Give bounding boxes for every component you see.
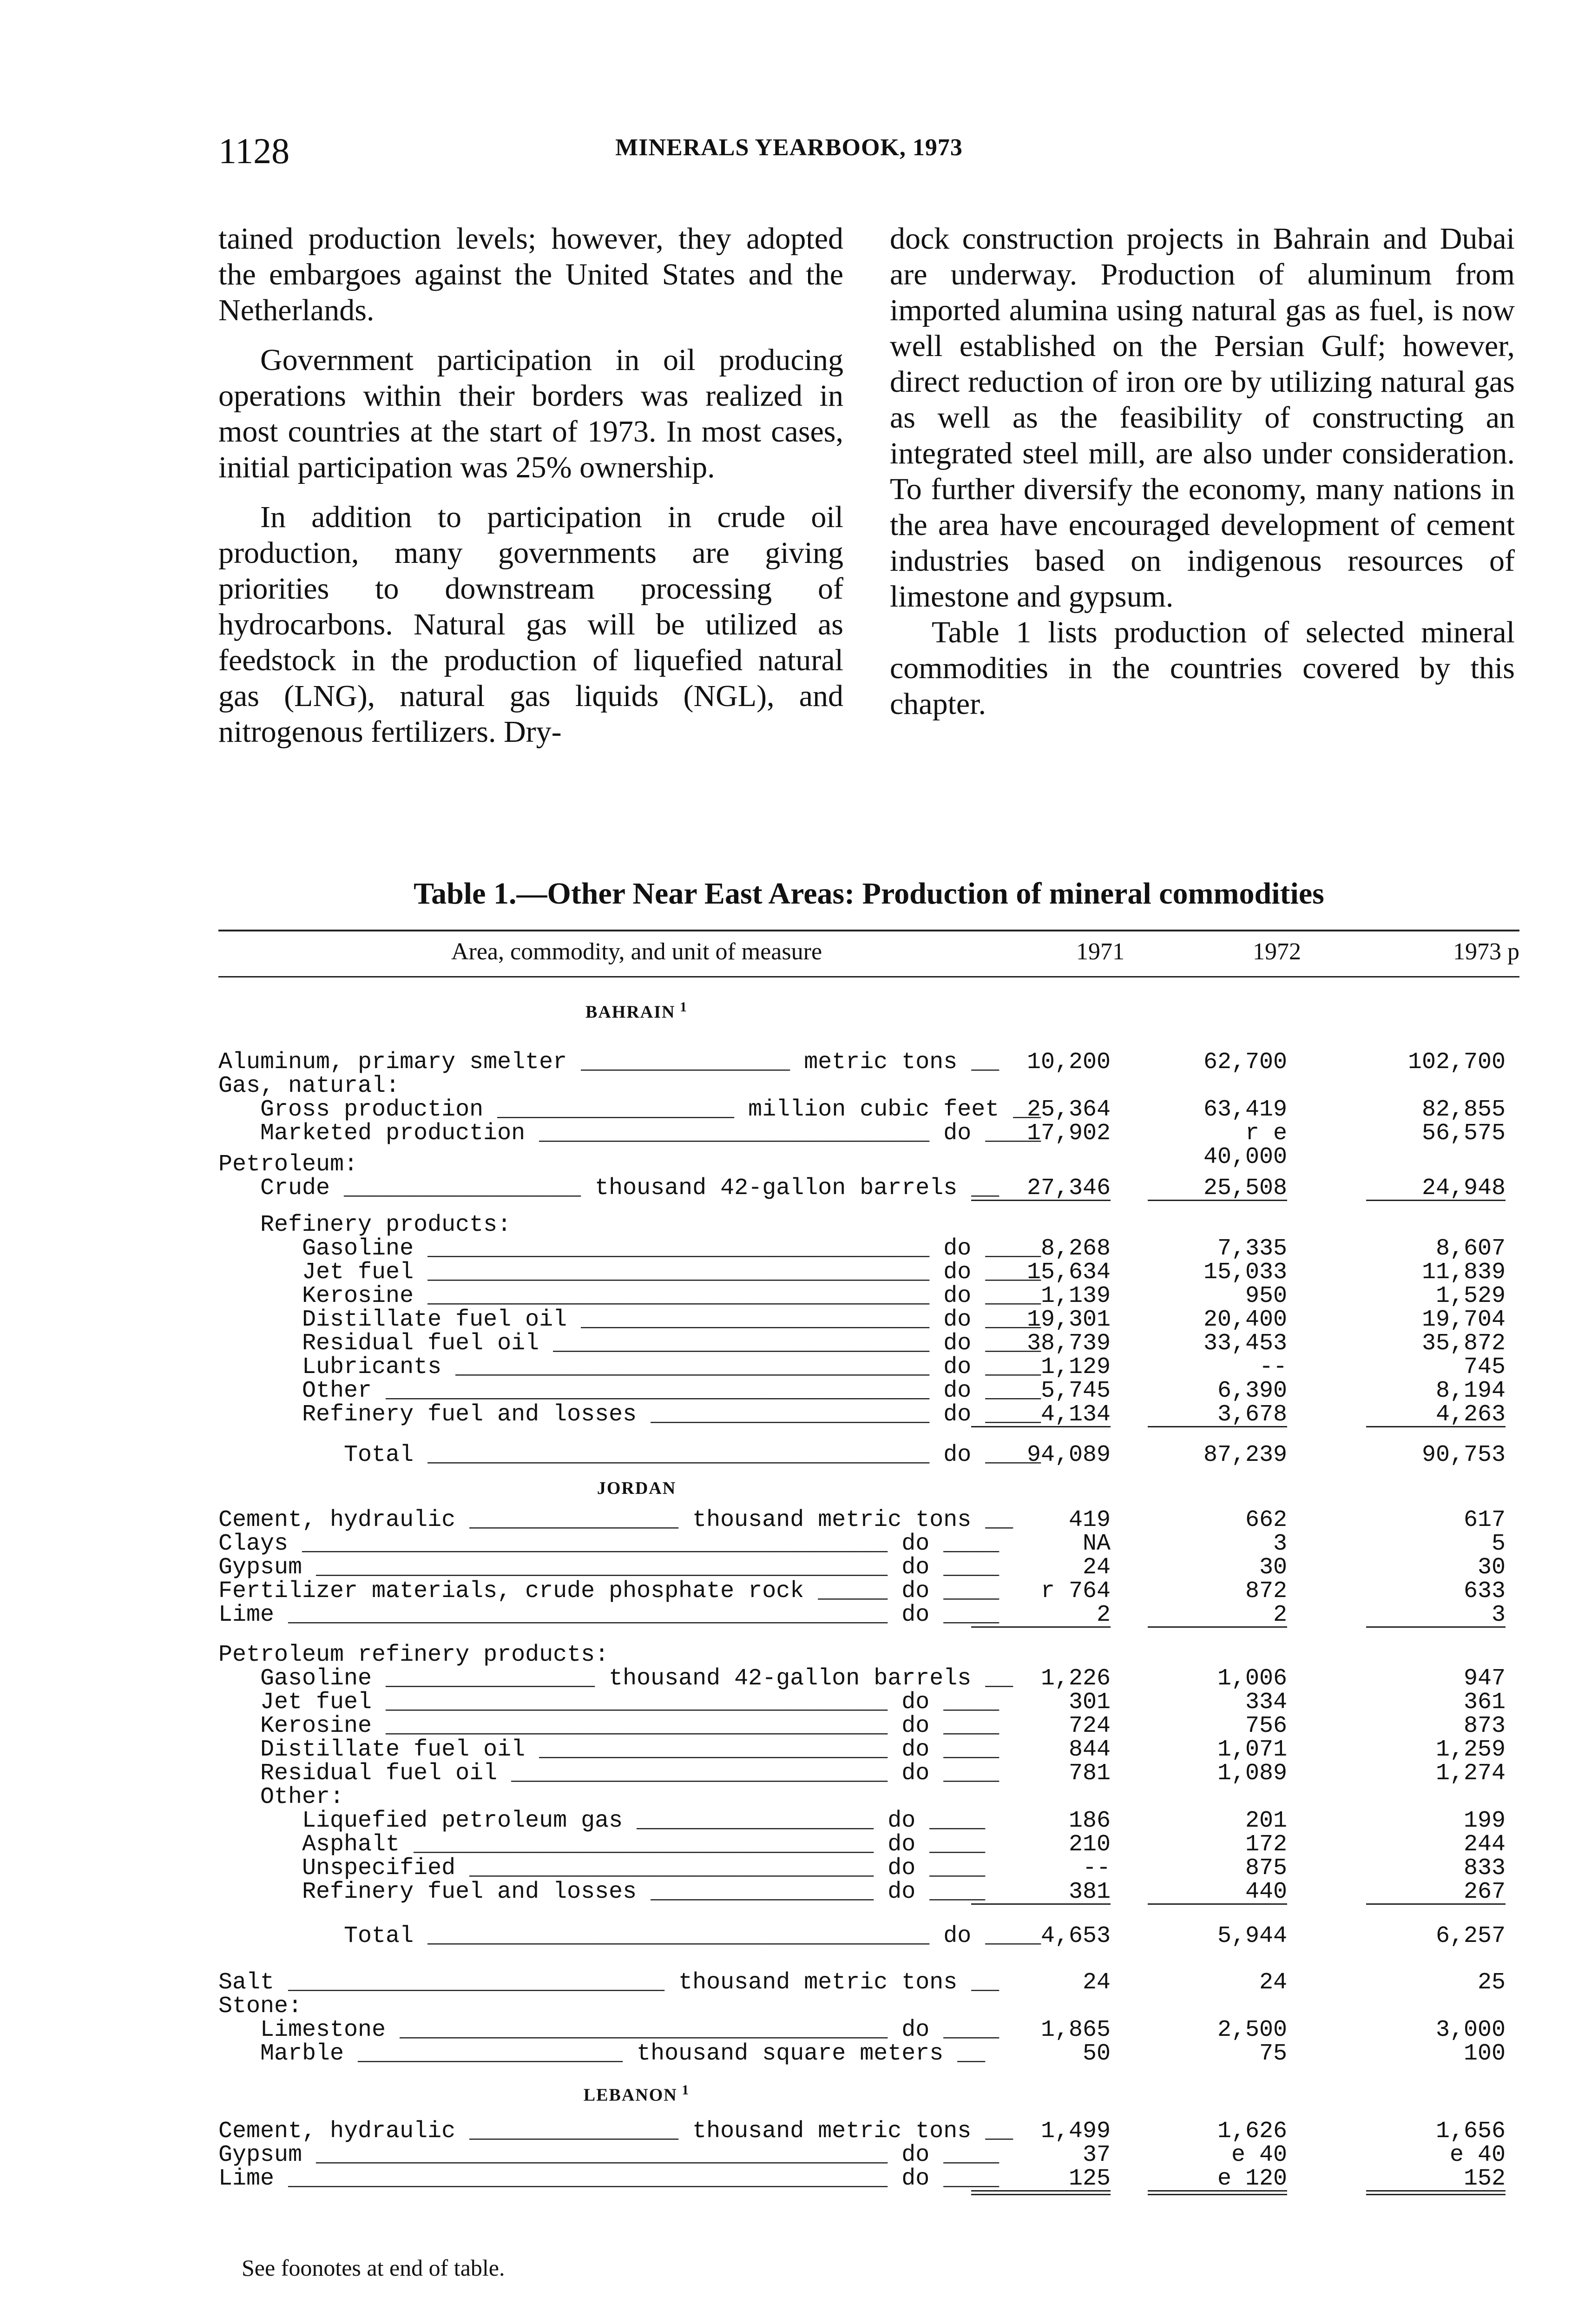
cell-1973: 8,607 <box>1435 1235 1506 1262</box>
row-label: Limestone ___________________________________ do ____ <box>218 2018 999 2042</box>
table-row <box>218 1508 1519 1532</box>
table-row <box>218 2018 1519 2042</box>
table-row <box>218 1880 1519 1904</box>
cell-1973: 4,263 <box>1435 1401 1506 1428</box>
underline-rule <box>971 1200 1111 1201</box>
cell-1973: 30 <box>1477 1554 1506 1581</box>
table-row <box>218 1308 1519 1332</box>
table-row <box>218 1924 1519 1948</box>
column-header-1973: 1973 p <box>1453 938 1519 965</box>
cell-1971: 19,301 <box>1026 1307 1111 1333</box>
table-row <box>218 1971 1519 1994</box>
header-bottom-rule <box>218 976 1519 977</box>
table-row <box>218 1098 1519 1122</box>
row-label: Refinery products: <box>218 1213 512 1237</box>
cell-1971: 10,200 <box>1026 1049 1111 1076</box>
row-label: Unspecified _____________________________ do ____ <box>218 1856 986 1880</box>
row-label: Total ____________________________________ do ____ <box>218 1443 1041 1467</box>
row-label: Refinery fuel and losses ________________ do ____ <box>218 1880 986 1904</box>
cell-1973: 947 <box>1463 1665 1506 1692</box>
row-label: Crude _________________ thousand 42-gallon barrels __ <box>218 1176 999 1200</box>
table-row <box>218 1284 1519 1308</box>
table-row <box>218 1332 1519 1355</box>
cell-1971: 24 <box>1082 1969 1111 1996</box>
cell-1973: 102,700 <box>1407 1049 1506 1076</box>
paragraph: dock construction projects in Bahrain and Dubai are underway. Production of aluminum from imported alumina using natural gas as fuel, is now well established on the Persian Gulf; however, direct reduction of iron ore by utilizing natural gas as well as the feasibility of constructing an integrated steel mill, are also under consideration. To further diversify the economy, many nations in the area have encouraged development of cement industries based on indigenous resources of limestone and gypsum. <box>890 222 1515 614</box>
cell-1971: 724 <box>1068 1713 1111 1739</box>
cell-1973: 633 <box>1463 1578 1506 1604</box>
cell-1972: 662 <box>1245 1507 1287 1533</box>
section-title: LEBANON <box>583 2085 677 2105</box>
cell-1971: r 764 <box>1040 1578 1111 1604</box>
cell-1973: 100 <box>1463 2040 1506 2067</box>
cell-1973: 19,704 <box>1421 1307 1506 1333</box>
underline-rule <box>971 1903 1111 1905</box>
underline-rule <box>1148 1426 1287 1427</box>
row-label: Petroleum refinery products: <box>218 1643 609 1667</box>
cell-1972: 20,400 <box>1203 1307 1287 1333</box>
cell-1972: e 40 <box>1231 2142 1287 2168</box>
cell-1973: 3 <box>1491 1602 1506 1628</box>
row-label: Liquefied petroleum gas _________________ do ____ <box>218 1809 986 1833</box>
cell-1972: 440 <box>1245 1879 1287 1905</box>
cell-1971: 381 <box>1068 1879 1111 1905</box>
table-row <box>218 1532 1519 1556</box>
cell-1972: 872 <box>1245 1578 1287 1604</box>
cell-1971: 24 <box>1082 1554 1111 1581</box>
cell-1971: 15,634 <box>1026 1259 1111 1286</box>
row-label: Petroleum: <box>218 1153 358 1176</box>
double-underline-rule <box>1366 2194 1506 2195</box>
cell-1971: 301 <box>1068 1689 1111 1716</box>
table-row <box>218 1738 1519 1762</box>
row-label: Other: <box>218 1785 344 1809</box>
row-label: Residual fuel oil ___________________________ do ____ <box>218 1332 1041 1355</box>
table-row <box>218 1379 1519 1403</box>
cell-1972: 87,239 <box>1203 1442 1287 1468</box>
paragraph: tained production levels; however, they adopted the embargoes against the United States and the Netherlands. <box>218 222 843 327</box>
cell-1973: 3,000 <box>1435 2017 1506 2043</box>
row-label: Clays __________________________________________ do ____ <box>218 1532 999 1556</box>
table-title: Table 1.—Other Near East Areas: Production of mineral commodities <box>414 877 1324 911</box>
table-row <box>218 1690 1519 1714</box>
cell-1971: 125 <box>1068 2166 1111 2192</box>
cell-1973: 82,855 <box>1421 1096 1506 1123</box>
cell-1971: 210 <box>1068 1831 1111 1858</box>
row-label: Fertilizer materials, crude phosphate rock _____ do ____ <box>218 1579 999 1603</box>
table-row <box>218 1355 1519 1379</box>
cell-1972: 2 <box>1273 1602 1287 1628</box>
underline-rule <box>1366 2190 1506 2192</box>
row-label: Distillate fuel oil _________________________ do ____ <box>218 1308 1041 1332</box>
cell-1972: 7,335 <box>1217 1235 1287 1262</box>
double-underline-rule <box>971 2194 1111 2195</box>
table-row <box>218 1643 1519 1667</box>
table-row <box>218 1856 1519 1880</box>
cell-1973: 6,257 <box>1435 1923 1506 1949</box>
cell-1972: 1,626 <box>1217 2118 1287 2145</box>
cell-1971: 1,129 <box>1040 1354 1111 1380</box>
table-row <box>218 1809 1519 1833</box>
body-left-column <box>218 221 843 764</box>
cell-1972: e 120 <box>1217 2166 1287 2192</box>
row-label: Gross production _________________ million cubic feet __ <box>218 1098 1041 1122</box>
table-row <box>218 1261 1519 1284</box>
cell-1972: 201 <box>1245 1808 1287 1834</box>
row-label: Lubricants __________________________________ do ____ <box>218 1355 1041 1379</box>
footnote-marker: 1 <box>677 2082 690 2098</box>
table-row <box>218 1714 1519 1738</box>
table-row <box>218 1762 1519 1785</box>
underline-rule <box>1148 2190 1287 2192</box>
footnote-marker: 1 <box>675 999 688 1015</box>
cell-1971: 2 <box>1096 1602 1111 1628</box>
row-label: Aluminum, primary smelter _______________ metric tons __ <box>218 1050 999 1074</box>
cell-1971: 1,865 <box>1040 2017 1111 2043</box>
cell-1972: -- <box>1259 1354 1287 1380</box>
cell-1971: 186 <box>1068 1808 1111 1834</box>
cell-1972: 15,033 <box>1203 1259 1287 1286</box>
column-header-label: Area, commodity, and unit of measure <box>451 938 822 965</box>
section-lebanon <box>218 2082 1055 2106</box>
cell-1972: 2,500 <box>1217 2017 1287 2043</box>
cell-1972: 63,419 <box>1203 1096 1287 1123</box>
cell-1973: 873 <box>1463 1713 1506 1739</box>
running-head: MINERALS YEARBOOK, 1973 <box>615 134 963 161</box>
underline-rule <box>1366 1626 1506 1628</box>
table-row <box>218 1237 1519 1261</box>
row-label: Total ____________________________________ do ____ <box>218 1924 1041 1948</box>
table-row <box>218 1443 1519 1467</box>
cell-1972: 75 <box>1259 2040 1287 2067</box>
cell-1972: 1,089 <box>1217 1760 1287 1787</box>
double-underline-rule <box>1148 2194 1287 2195</box>
underline-rule <box>1148 1903 1287 1905</box>
table-row <box>218 1667 1519 1690</box>
cell-1972: 3,678 <box>1217 1401 1287 1428</box>
cell-1971: 1,139 <box>1040 1283 1111 1309</box>
cell-1973: 1,259 <box>1435 1736 1506 1763</box>
cell-1972: 334 <box>1245 1689 1287 1716</box>
underline-rule <box>971 2190 1111 2192</box>
cell-1973: 152 <box>1463 2166 1506 2192</box>
cell-1971: 8,268 <box>1040 1235 1111 1262</box>
table-row <box>218 1785 1519 1809</box>
table-row <box>218 1556 1519 1579</box>
body-right-column <box>890 221 1515 736</box>
cell-1971: 419 <box>1068 1507 1111 1533</box>
cell-1973: 25 <box>1477 1969 1506 1996</box>
cell-1973: 199 <box>1463 1808 1506 1834</box>
page-number: 1128 <box>218 131 290 171</box>
section-title: BAHRAIN <box>585 1002 676 1022</box>
table-row <box>218 2143 1519 2167</box>
cell-1971: 25,364 <box>1026 1096 1111 1123</box>
underline-rule <box>1366 1903 1506 1905</box>
cell-1972: r e 40,000 <box>1203 1120 1287 1170</box>
cell-1973: 617 <box>1463 1507 1506 1533</box>
row-label: Gypsum _________________________________________ do ____ <box>218 2143 999 2167</box>
cell-1973: 1,656 <box>1435 2118 1506 2145</box>
cell-1973: 11,839 <box>1421 1259 1506 1286</box>
cell-1971: 4,653 <box>1040 1923 1111 1949</box>
cell-1973: 745 <box>1463 1354 1506 1380</box>
row-label: Jet fuel ____________________________________ do ____ <box>218 1690 999 1714</box>
cell-1973: 833 <box>1463 1855 1506 1882</box>
cell-1972: 875 <box>1245 1855 1287 1882</box>
row-label: Jet fuel ____________________________________ do ____ <box>218 1261 1041 1284</box>
cell-1971: 1,226 <box>1040 1665 1111 1692</box>
column-header-1971: 1971 <box>1076 938 1124 965</box>
cell-1971: NA <box>1082 1531 1111 1557</box>
cell-1973: e 40 <box>1449 2142 1506 2168</box>
underline-rule <box>1148 1200 1287 1201</box>
cell-1971: 38,739 <box>1026 1330 1111 1357</box>
cell-1973: 35,872 <box>1421 1330 1506 1357</box>
table-row <box>218 1176 1519 1200</box>
row-label: Refinery fuel and losses ____________________ do ____ <box>218 1403 1041 1426</box>
cell-1971: 50 <box>1082 2040 1111 2067</box>
underline-rule <box>971 1426 1111 1427</box>
section-title: JORDAN <box>597 1479 677 1498</box>
row-label: Lime ___________________________________________ do ____ <box>218 2167 999 2191</box>
cell-1972: 1,006 <box>1217 1665 1287 1692</box>
cell-1972: 3 <box>1273 1531 1287 1557</box>
cell-1971: 4,134 <box>1040 1401 1111 1428</box>
table-top-rule <box>218 930 1519 931</box>
cell-1972: 5,944 <box>1217 1923 1287 1949</box>
footnote: See foonotes at end of table. <box>242 2255 505 2281</box>
row-label: Stone: <box>218 1994 302 2018</box>
column-header-1972: 1972 <box>1253 938 1301 965</box>
table-row <box>218 1050 1519 1074</box>
row-label: Lime ___________________________________________ do ____ <box>218 1603 999 1627</box>
cell-1973: 1,274 <box>1435 1760 1506 1787</box>
row-label: Gasoline ____________________________________ do ____ <box>218 1237 1041 1261</box>
cell-1971: 17,902 <box>1026 1120 1111 1147</box>
cell-1971: 37 <box>1082 2142 1111 2168</box>
section-bahrain <box>218 999 1055 1023</box>
cell-1971: 27,346 <box>1026 1175 1111 1202</box>
cell-1972: 25,508 <box>1203 1175 1287 1202</box>
row-label: Marble ___________________ thousand square meters __ <box>218 2042 986 2066</box>
row-label: Kerosine ____________________________________ do ____ <box>218 1714 999 1738</box>
cell-1973: 361 <box>1463 1689 1506 1716</box>
cell-1972: 172 <box>1245 1831 1287 1858</box>
cell-1972: 30 <box>1259 1554 1287 1581</box>
cell-1973: 90,753 <box>1421 1442 1506 1468</box>
table-row <box>218 1403 1519 1426</box>
cell-1973: 8,194 <box>1435 1378 1506 1404</box>
row-label: Cement, hydraulic _______________ thousand metric tons __ <box>218 1508 1013 1532</box>
cell-1972: 24 <box>1259 1969 1287 1996</box>
cell-1973: 24,948 <box>1421 1175 1506 1202</box>
row-label: Gypsum _________________________________________ do ____ <box>218 1556 999 1579</box>
underline-rule <box>1366 1200 1506 1201</box>
cell-1972: 62,700 <box>1203 1049 1287 1076</box>
table-row <box>218 2119 1519 2143</box>
row-label: Other _______________________________________ do ____ <box>218 1379 1041 1403</box>
table-row <box>218 1603 1519 1627</box>
underline-rule <box>1148 1626 1287 1628</box>
table-row <box>218 2042 1519 2066</box>
row-label: Residual fuel oil ___________________________ do ____ <box>218 1762 999 1785</box>
cell-1973: 56,575 <box>1421 1120 1506 1147</box>
table-row <box>218 1833 1519 1856</box>
paragraph: Table 1 lists production of selected mineral commodities in the countries covered by this chapter. <box>890 615 1515 721</box>
row-label: Distillate fuel oil _________________________ do ____ <box>218 1738 999 1762</box>
cell-1973: 5 <box>1491 1531 1506 1557</box>
cell-1972: 950 <box>1245 1283 1287 1309</box>
row-label: Kerosine ____________________________________ do ____ <box>218 1284 1041 1308</box>
cell-1973: 1,529 <box>1435 1283 1506 1309</box>
paragraph: Government participation in oil producing operations within their borders was realized in most countries at the start of 1973. In most cases, initial participation was 25% ownership. <box>218 343 843 484</box>
row-label: Gas, natural: <box>218 1074 400 1098</box>
row-label: Gasoline _______________ thousand 42-gallon barrels __ <box>218 1667 1013 1690</box>
row-label: Marketed production ____________________________ do ____ <box>218 1122 1041 1145</box>
cell-1972: 1,071 <box>1217 1736 1287 1763</box>
row-label: Salt ___________________________ thousand metric tons __ <box>218 1971 999 1994</box>
cell-1971: 781 <box>1068 1760 1111 1787</box>
paragraph: In addition to participation in crude oil production, many governments are giving priorities to downstream processing of hydrocarbons. Natural gas will be utilized as feedstock in the production of liquefied natural gas (LNG), natural gas liquids (NGL), and nitrogenous fertilizers. Dry- <box>218 500 843 749</box>
cell-1972: 33,453 <box>1203 1330 1287 1357</box>
cell-1971: 1,499 <box>1040 2118 1111 2145</box>
table-row <box>218 1074 1519 1098</box>
table-row <box>218 1153 1519 1176</box>
table-row <box>218 2167 1519 2191</box>
section-jordan <box>218 1478 1055 1499</box>
table-row <box>218 1994 1519 2018</box>
row-label: Asphalt _________________________________ do ____ <box>218 1833 986 1856</box>
cell-1971: -- <box>1082 1855 1111 1882</box>
underline-rule <box>1366 1426 1506 1427</box>
cell-1971: 844 <box>1068 1736 1111 1763</box>
cell-1971: 94,089 <box>1026 1442 1111 1468</box>
cell-1971: 5,745 <box>1040 1378 1111 1404</box>
cell-1973: 244 <box>1463 1831 1506 1858</box>
cell-1973: 267 <box>1463 1879 1506 1905</box>
cell-1972: 6,390 <box>1217 1378 1287 1404</box>
row-label: Cement, hydraulic _______________ thousand metric tons __ <box>218 2119 1013 2143</box>
underline-rule <box>971 1626 1111 1628</box>
table-row <box>218 1213 1519 1237</box>
table-row <box>218 1579 1519 1603</box>
cell-1972: 756 <box>1245 1713 1287 1739</box>
